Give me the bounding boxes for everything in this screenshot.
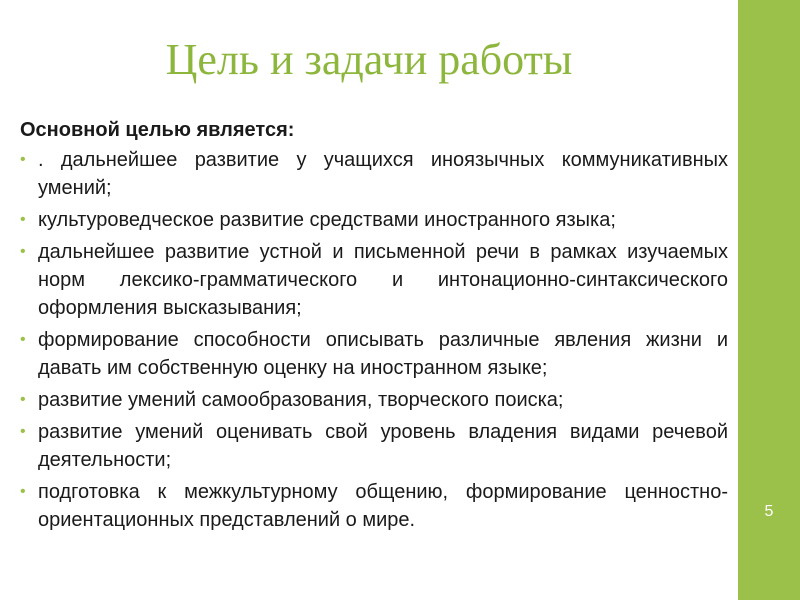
list-item-text: развитие умений самообразования, творческого поиска; (38, 389, 564, 411)
list-item (20, 326, 728, 382)
bullet-icon: • (20, 331, 26, 348)
accent-sidebar (738, 0, 800, 600)
list-item-text: формирование способности описывать различные явления жизни и давать им собственную оценку на иностранном языке; (38, 329, 728, 379)
bullet-icon: • (20, 243, 26, 260)
list-item-text: культуроведческое развитие средствами иностранного языка; (38, 209, 616, 231)
list-item (20, 478, 728, 534)
list-item (20, 238, 728, 322)
page-number: 5 (764, 503, 774, 520)
list-item (20, 386, 728, 414)
bullet-icon: • (20, 151, 26, 168)
list-item-text: . дальнейшее развитие у учащихся иноязычных коммуникативных умений; (38, 149, 728, 199)
bullet-icon: • (20, 211, 26, 228)
lead-text: Основной целью является: (20, 119, 295, 141)
list-item (20, 418, 728, 474)
goals-list (20, 146, 728, 534)
list-item-text: подготовка к межкультурному общению, формирование ценностно-ориентационных представлений о мире. (38, 481, 728, 531)
bullet-icon: • (20, 391, 26, 408)
list-item-text: дальнейшее развитие устной и письменной речи в рамках изучаемых норм лексико-грамматического и интонационно-синтаксического оформления высказывания; (38, 241, 728, 319)
slide-body (20, 116, 728, 538)
list-item (20, 206, 728, 234)
bullet-icon: • (20, 483, 26, 500)
list-item (20, 146, 728, 202)
slide-title: Цель и задачи работы (165, 35, 573, 84)
bullet-icon: • (20, 423, 26, 440)
list-item-text: развитие умений оценивать свой уровень владения видами речевой деятельности; (38, 421, 728, 471)
